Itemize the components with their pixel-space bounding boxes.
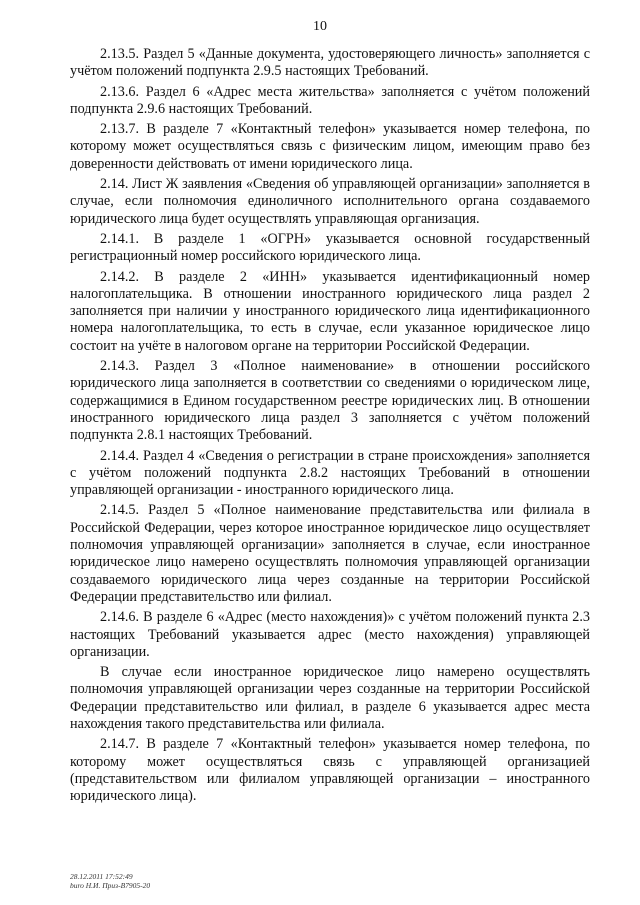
- paragraph-2-14-4: 2.14.4. Раздел 4 «Сведения о регистрации в стране происхождения» заполняется с учётом положений подпункта 2.8.2 настоящих Требований в отношении управляющей организации - иностранного юридического лица.: [70, 447, 590, 499]
- footer-stamp: [70, 872, 150, 890]
- paragraph-2-14-6-note: В случае если иностранное юридическое лицо намерено осуществлять полномочия управляющей организации через созданные на территории Российской Федерации представительство или филиал, в разделе 6 указывается адрес места нахождения такого представительства или филиала.: [70, 664, 590, 732]
- page-number: 10: [313, 19, 327, 34]
- paragraph-2-14-6: 2.14.6. В разделе 6 «Адрес (место нахождения)» с учётом положений пункта 2.3 настоящих Требований указывается адрес (место нахождения) управляющей организации.: [70, 609, 590, 660]
- paragraph-2-14-5: 2.14.5. Раздел 5 «Полное наименование представительства или филиала в Российской Федерации, через которое иностранное юридическое лицо осуществляет полномочия управляющей организации» заполняется в случае, если иностранное юридическое лицо намерено осуществлять полномочия управляющей организации создаваемого юридического лица через созданные на территории Российской Федерации представительство или филиал.: [70, 502, 590, 605]
- footer-timestamp: 28.12.2011 17:52:49: [70, 872, 133, 881]
- document-body: [70, 46, 590, 808]
- paragraph-2-14: 2.14. Лист Ж заявления «Сведения об управляющей организации» заполняется в случае, если полномочия единоличного исполнительного органа создаваемого юридического лица будет осуществлять управляющая организация.: [70, 176, 590, 227]
- paragraph-2-14-2: 2.14.2. В разделе 2 «ИНН» указывается идентификационный номер налогоплательщика. В отношении иностранного юридического лица раздел 2 заполняется при наличии у иностранного юридического лица идентификационного номера налогоплательщика, то есть в случае, если указанное юридическое лицо состоит на учёте в налоговом органе на территории Российской Федерации.: [70, 268, 590, 354]
- paragraph-2-13-7: 2.13.7. В разделе 7 «Контактный телефон» указывается номер телефона, по которому может осуществляться связь с физическим лицом, имеющим право без доверенности действовать от имени юридического лица.: [70, 121, 590, 172]
- paragraph-2-13-5: 2.13.5. Раздел 5 «Данные документа, удостоверяющего личность» заполняется с учётом положений подпункта 2.9.5 настоящих Требований.: [70, 46, 590, 80]
- paragraph-2-14-1: 2.14.1. В разделе 1 «ОГРН» указывается основной государственный регистрационный номер российского юридического лица.: [70, 230, 590, 265]
- paragraph-2-13-6: 2.13.6. Раздел 6 «Адрес места жительства» заполняется с учётом положений подпункта 2.9.6 настоящих Требований.: [70, 83, 590, 117]
- paragraph-2-14-3: 2.14.3. Раздел 3 «Полное наименование» в отношении российского юридического лица заполняется в соответствии со сведениями о юридическом лице, содержащимися в Едином государственном реестре юридических лиц. В отношении иностранного юридического лица раздел 3 заполняется с учётом положений подпункта 2.8.1 настоящих Требований.: [70, 358, 590, 444]
- footer-reference: buro Н.И. Приз-В7905-20: [70, 881, 151, 890]
- paragraph-2-14-7: 2.14.7. В разделе 7 «Контактный телефон» указывается номер телефона, по которому может осуществляться связь с управляющей организацией (представительством или филиалом управляющей организации – иностранного юридического лица).: [70, 736, 590, 805]
